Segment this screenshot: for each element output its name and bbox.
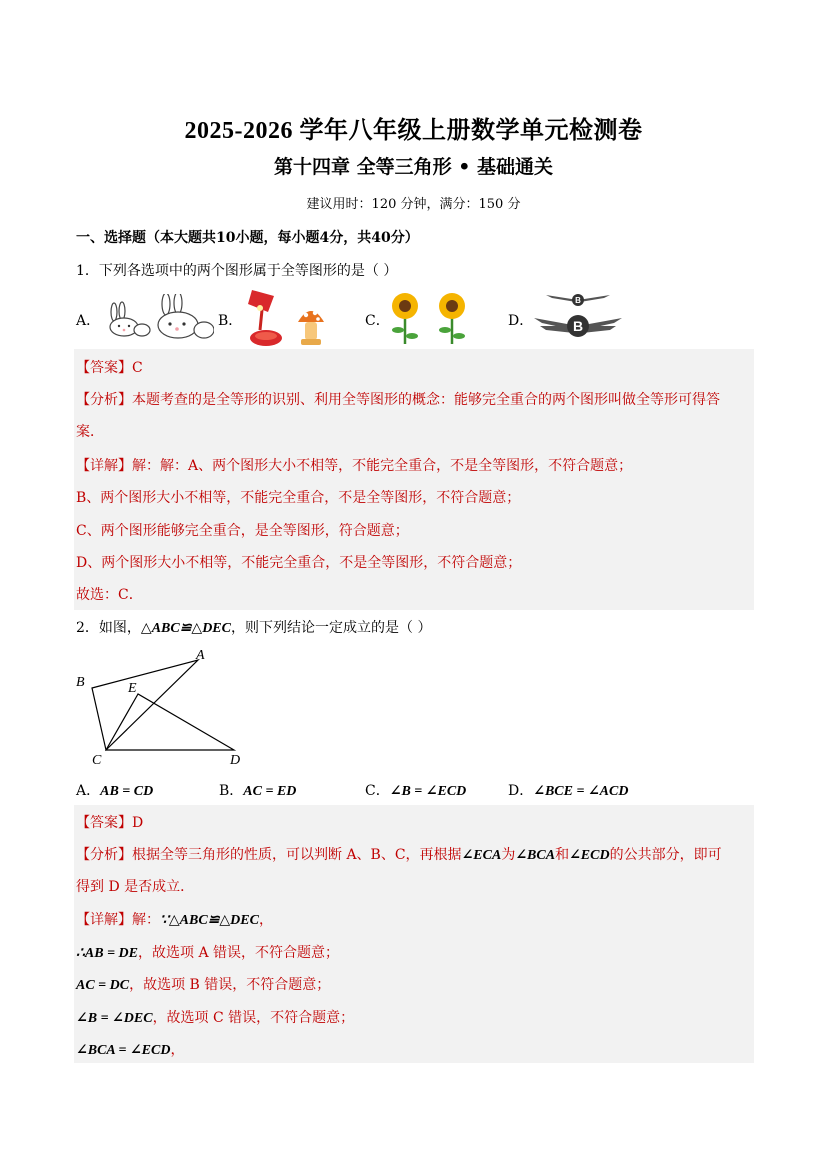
q2-d3-math: AC = DC xyxy=(76,978,130,993)
q2-option-d xyxy=(508,780,628,800)
q2-d4-math: ∠B = ∠DEC xyxy=(76,1011,153,1026)
time-and-score-note: 建议用时：120 分钟，满分：150 分 xyxy=(306,197,521,212)
q2-detail-line2 xyxy=(76,942,339,962)
q2-option-d-label: D． xyxy=(508,783,534,799)
point-b-label: B xyxy=(76,675,85,690)
bentley-logo-pair-icon xyxy=(532,290,624,350)
q2-an-text-1: 【分析】根据全等三角形的性质，可以判断 A、B、C，再根据 xyxy=(76,847,462,863)
q2-option-a-label: A． xyxy=(76,783,101,799)
q2-an-text-3: 和 xyxy=(555,847,570,863)
chapter-subtitle: 第十四章 全等三角形 • 基础通关 xyxy=(274,156,553,178)
q1-option-d-label: D． xyxy=(508,313,534,329)
q1-answer: 【答案】C xyxy=(76,360,143,376)
exam-title: 2025-2026 学年八年级上册数学单元检测卷 xyxy=(184,118,643,144)
q1-detail-line1: 【详解】解：解：A、两个图形大小不相等，不能完全重合，不是全等图形，不符合题意； xyxy=(76,458,633,474)
triangle-dec xyxy=(106,694,234,750)
q2-stem-congruence: △ABC≌△DEC xyxy=(140,621,231,636)
q2-option-a xyxy=(76,780,153,800)
q2-option-d-math: ∠BCE = ∠ACD xyxy=(533,784,629,799)
point-e-label: E xyxy=(128,681,137,696)
rabbit-pair-icon xyxy=(104,294,214,344)
q2-option-b xyxy=(219,780,296,800)
q1-analysis-line2: 案． xyxy=(76,424,104,440)
q2-d2-math: ∴AB = DE xyxy=(76,946,139,961)
point-c-label: C xyxy=(92,753,102,768)
q2-an-text-2: 为 xyxy=(501,847,516,863)
q2-analysis-line2: 得到 D 是否成立． xyxy=(76,879,195,895)
lamp-icon xyxy=(244,286,288,352)
q1-detail-line5: 故选：C． xyxy=(76,587,143,603)
svg-text:B: B xyxy=(575,296,581,305)
q2-option-c xyxy=(365,780,466,800)
section-heading: 一、选择题（本大题共10小题，每小题4分，共40分） xyxy=(76,230,419,246)
q1-option-b-label: B． xyxy=(218,313,243,329)
q1-analysis-line1: 【分析】本题考查的是全等形的识别、利用全等图形的概念：能够完全重合的两个图形叫做全等形可得答 xyxy=(76,392,720,408)
point-a-label: A xyxy=(196,648,205,663)
q2-answer: 【答案】D xyxy=(76,815,144,831)
q2-option-b-math: AC = ED xyxy=(243,784,297,799)
q2-stem-prefix: 2．如图， xyxy=(76,620,141,636)
q2-option-a-math: AB = CD xyxy=(100,784,154,799)
q2-d5-math: ∠BCA = ∠ECD xyxy=(76,1043,171,1058)
q2-detail-line3 xyxy=(76,974,330,994)
q2-an-math-2: ∠BCA xyxy=(515,848,556,863)
q2-d4-text: ，故选项 C 错误，不符合题意； xyxy=(152,1010,355,1026)
q2-an-text-4: 的公共部分，即可 xyxy=(609,847,722,863)
q2-analysis-line1 xyxy=(76,844,722,864)
q1-answer-box xyxy=(74,349,754,610)
triangle-figure xyxy=(74,642,254,776)
q2-detail-line5 xyxy=(76,1039,184,1059)
question-2-stem xyxy=(76,617,431,637)
q2-detail-line4 xyxy=(76,1007,354,1027)
q2-an-math-3: ∠ECD xyxy=(569,848,610,863)
q2-answer-box xyxy=(74,805,754,1063)
svg-text:B: B xyxy=(572,318,584,334)
q2-option-b-label: B． xyxy=(219,783,244,799)
sunflower-pair-icon xyxy=(388,290,474,350)
q2-detail-line1 xyxy=(76,909,273,929)
q2-d1-tail: ， xyxy=(258,912,273,928)
point-d-label: D xyxy=(230,753,241,768)
triangle-abc xyxy=(92,660,198,750)
mushroom-icon xyxy=(296,304,326,350)
q2-d1-text: 【详解】解： xyxy=(76,912,160,928)
q2-d2-text: ，故选项 A 错误，不符合题意； xyxy=(138,945,340,961)
q2-d5-text: ， xyxy=(170,1042,185,1058)
q1-detail-line4: D、两个图形大小不相等，不能完全重合，不是全等图形，不符合题意； xyxy=(76,555,522,571)
q2-an-math-1: ∠ECA xyxy=(461,848,502,863)
q2-stem-suffix: ，则下列结论一定成立的是（ ） xyxy=(231,620,432,636)
q1-option-a-label: A． xyxy=(76,313,101,329)
q1-detail-line2: B、两个图形大小不相等，不能完全重合，不是全等图形，不符合题意； xyxy=(76,490,521,506)
q2-d3-text: ，故选项 B 错误，不符合题意； xyxy=(129,977,331,993)
q2-option-c-math: ∠B = ∠ECD xyxy=(389,784,467,799)
q2-option-c-label: C． xyxy=(365,783,390,799)
question-1-stem: 1．下列各选项中的两个图形属于全等图形的是（ ） xyxy=(76,263,398,279)
q1-option-c-label: C． xyxy=(365,313,390,329)
q2-d1-math: ∵△ABC≌△DEC xyxy=(160,913,259,928)
q1-detail-line3: C、两个图形能够完全重合，是全等图形，符合题意； xyxy=(76,523,409,539)
